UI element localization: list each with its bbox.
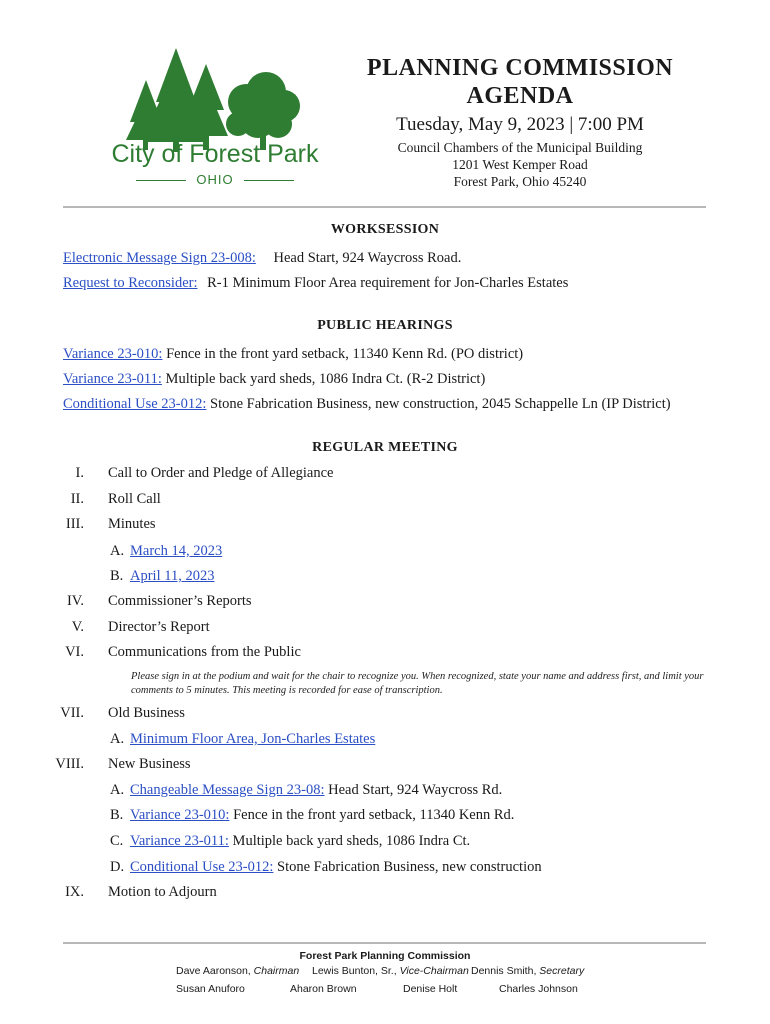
city-logo — [96, 40, 326, 190]
member-name: Charles Johnson — [499, 983, 578, 995]
new-business-link[interactable]: Conditional Use 23-012: — [130, 859, 274, 875]
new-business-link[interactable]: Changeable Message Sign 23-08: — [130, 782, 325, 798]
city-name: City of Forest Park — [111, 140, 319, 168]
divider — [136, 180, 186, 181]
communications-note: Please sign in at the podium and wait for the chair to recognize you. When recognized, state your name and address first, and limit your comments to 5 minutes. This meeting is recorded for ease of transcription. — [131, 671, 704, 696]
agenda-item: Call to Order and Pledge of Allegiance — [108, 465, 334, 481]
sub-letter: C. — [110, 833, 124, 849]
officer-role: Chairman — [253, 965, 300, 977]
worksession-item-link[interactable]: Request to Reconsider: — [63, 275, 198, 291]
hearing-item-text: Fence in the front yard setback, 11340 Kenn Rd. (PO district) — [166, 346, 524, 362]
agenda-item: Director’s Report — [108, 619, 210, 635]
meeting-city: Forest Park, Ohio 45240 — [453, 174, 587, 189]
minutes-link[interactable]: April 11, 2023 — [130, 568, 215, 584]
page-title-line1: PLANNING COMMISSION — [366, 55, 674, 81]
hearing-item — [63, 396, 671, 413]
header-divider — [63, 206, 706, 208]
worksession-heading: WORKSESSION — [330, 222, 440, 237]
meeting-date: Tuesday, May 9, 2023 | 7:00 PM — [396, 114, 644, 135]
meeting-street: 1201 West Kemper Road — [452, 157, 588, 172]
worksession-item-link[interactable]: Electronic Message Sign 23-008: — [63, 250, 256, 266]
new-business-item — [110, 833, 470, 850]
old-business-link[interactable]: Minimum Floor Area, Jon-Charles Estates — [130, 731, 376, 747]
agenda-number: VIII. — [55, 756, 84, 772]
agenda-number: VII. — [60, 705, 84, 721]
member-name: Denise Holt — [403, 983, 458, 995]
hearing-item-link[interactable]: Variance 23-011: — [63, 371, 162, 387]
divider — [244, 180, 294, 181]
meeting-location: Council Chambers of the Municipal Building — [397, 140, 643, 155]
hearing-item — [63, 371, 485, 388]
hearing-item — [63, 346, 523, 363]
new-business-link[interactable]: Variance 23-010: — [130, 807, 230, 823]
officer — [471, 965, 584, 977]
new-business-text: Fence in the front yard setback, 11340 Kenn Rd. — [233, 807, 515, 823]
minutes-item — [110, 568, 214, 585]
sub-letter: D. — [110, 859, 125, 875]
agenda-item: New Business — [108, 756, 191, 772]
agenda-number: III. — [65, 516, 84, 532]
new-business-item — [110, 782, 502, 799]
agenda-item: Communications from the Public — [108, 644, 301, 660]
member-name: Aharon Brown — [290, 983, 357, 995]
sub-letter: A. — [110, 782, 125, 798]
agenda-number: IV. — [66, 593, 84, 609]
sub-letter: B. — [110, 568, 124, 584]
agenda-item: Old Business — [108, 705, 185, 721]
officer-name: Dave Aaronson, — [176, 965, 251, 977]
new-business-text: Multiple back yard sheds, 1086 Indra Ct. — [232, 833, 471, 849]
city-state-row — [104, 171, 326, 189]
minutes-item — [110, 543, 222, 560]
worksession-item-text: R-1 Minimum Floor Area requirement for Jon-Charles Estates — [207, 275, 569, 291]
officer — [312, 965, 469, 977]
footer-divider — [63, 942, 706, 944]
regular-meeting-heading: REGULAR MEETING — [312, 440, 458, 455]
officer-role: Secretary — [539, 965, 585, 977]
agenda-item: Minutes — [108, 516, 156, 532]
worksession-item-text: Head Start, 924 Waycross Road. — [273, 250, 462, 266]
agenda-item: Motion to Adjourn — [108, 884, 217, 900]
member-name: Susan Anuforo — [176, 983, 245, 995]
agenda-number: IX. — [65, 884, 84, 900]
agenda-item: Commissioner’s Reports — [108, 593, 252, 609]
new-business-text: Head Start, 924 Waycross Rd. — [328, 782, 503, 798]
hearing-item-link[interactable]: Conditional Use 23-012: — [63, 396, 207, 412]
page-title-line2: AGENDA — [466, 83, 574, 109]
public-hearings-heading: PUBLIC HEARINGS — [317, 318, 453, 333]
officer-name: Lewis Bunton, Sr., — [312, 965, 397, 977]
sub-letter: B. — [110, 807, 124, 823]
worksession-item — [63, 275, 568, 292]
officer — [176, 965, 299, 977]
officer-role: Vice-Chairman — [399, 965, 469, 977]
agenda-number: VI. — [65, 644, 84, 660]
sub-letter: A. — [110, 543, 125, 559]
new-business-item — [110, 807, 514, 824]
agenda-item: Roll Call — [108, 491, 161, 507]
agenda-number: I. — [75, 465, 84, 481]
sub-letter: A. — [110, 731, 125, 747]
worksession-item — [63, 250, 461, 267]
minutes-link[interactable]: March 14, 2023 — [130, 543, 223, 559]
hearing-item-link[interactable]: Variance 23-010: — [63, 346, 163, 362]
new-business-text: Stone Fabrication Business, new construction — [277, 859, 542, 875]
agenda-number: II. — [70, 491, 84, 507]
new-business-item — [110, 859, 542, 876]
hearing-item-text: Multiple back yard sheds, 1086 Indra Ct. (R-2 District) — [165, 371, 486, 387]
officer-name: Dennis Smith, — [471, 965, 537, 977]
new-business-link[interactable]: Variance 23-011: — [130, 833, 229, 849]
state-name: OHIO — [196, 172, 234, 187]
footer-title: Forest Park Planning Commission — [299, 950, 471, 962]
hearing-item-text: Stone Fabrication Business, new construction, 2045 Schappelle Ln (IP District) — [210, 396, 671, 412]
old-business-item — [110, 731, 375, 748]
agenda-number: V. — [71, 619, 84, 635]
